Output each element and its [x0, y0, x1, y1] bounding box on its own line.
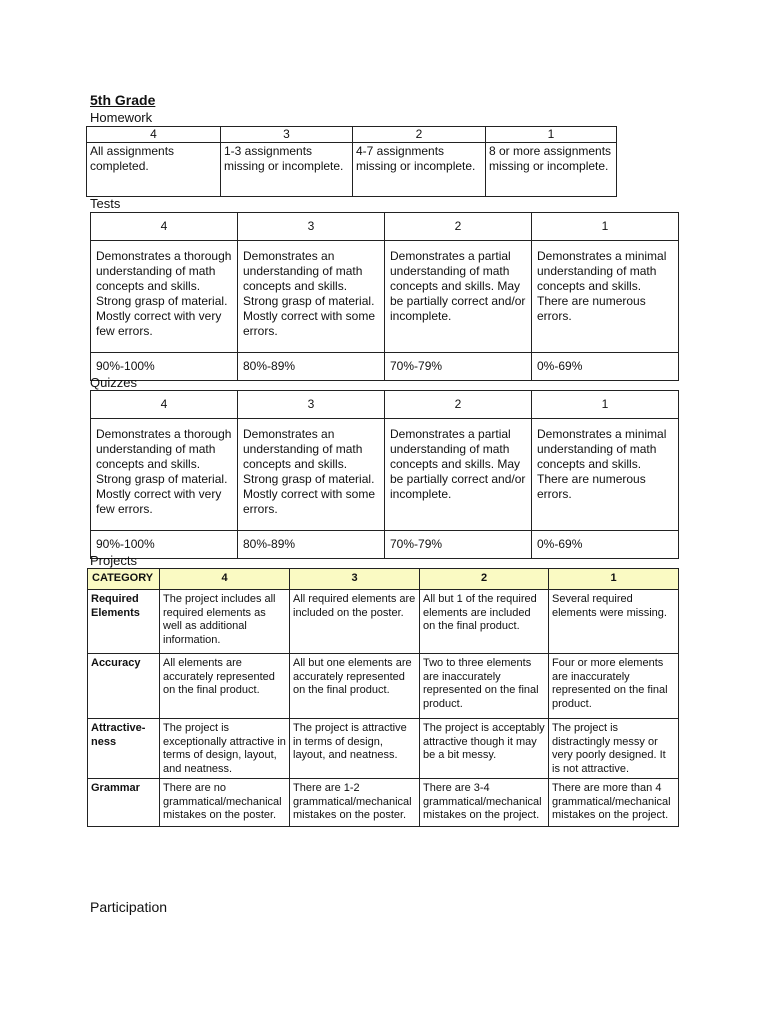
projects-header-cell: CATEGORY — [88, 569, 160, 590]
quizzes-description-row — [91, 419, 679, 531]
projects-cell: There are 1-2 grammatical/mechanical mistakes on the poster. — [290, 779, 420, 827]
tests-label: Tests — [90, 196, 121, 211]
quizzes-percentage-cell: 70%-79% — [385, 531, 532, 559]
projects-cell: All elements are accurately represented on the final product. — [160, 654, 290, 719]
tests-description-row — [91, 241, 679, 353]
projects-category-cell: Required Elements — [88, 590, 160, 654]
homework-table — [86, 126, 617, 197]
homework-cell: All assignments completed. — [87, 143, 221, 197]
projects-header-cell: 1 — [549, 569, 679, 590]
projects-table — [87, 568, 679, 827]
projects-row — [88, 719, 679, 779]
tests-percentage-cell: 70%-79% — [385, 353, 532, 381]
projects-cell: There are more than 4 grammatical/mechanical mistakes on the project. — [549, 779, 679, 827]
projects-cell: There are 3-4 grammatical/mechanical mistakes on the project. — [420, 779, 549, 827]
tests-header-cell: 4 — [91, 213, 238, 241]
tests-description-cell: Demonstrates a partial understanding of math concepts and skills. May be partially correct and/or incomplete. — [385, 241, 532, 353]
quizzes-percentage-row — [91, 531, 679, 559]
homework-label: Homework — [90, 110, 153, 125]
participation-label: Participation — [90, 899, 168, 915]
projects-category-cell: Grammar — [88, 779, 160, 827]
tests-description-cell: Demonstrates a thorough understanding of math concepts and skills. Strong grasp of material. Mostly correct with very few errors. — [91, 241, 238, 353]
page-title: 5th Grade — [90, 92, 156, 108]
projects-cell: All required elements are included on the poster. — [290, 590, 420, 654]
projects-label: Projects — [90, 553, 137, 568]
homework-cell: 8 or more assignments missing or incomplete. — [486, 143, 617, 197]
quizzes-header-cell: 2 — [385, 391, 532, 419]
quizzes-header-cell: 4 — [91, 391, 238, 419]
projects-cell: All but one elements are accurately represented on the final product. — [290, 654, 420, 719]
homework-header-row — [87, 127, 617, 143]
tests-description-cell: Demonstrates an understanding of math concepts and skills. Strong grasp of material. Mostly correct with some errors. — [238, 241, 385, 353]
projects-row — [88, 590, 679, 654]
projects-cell: The project includes all required elements as well as additional information. — [160, 590, 290, 654]
quizzes-description-cell: Demonstrates a partial understanding of math concepts and skills. May be partially correct and/or incomplete. — [385, 419, 532, 531]
quizzes-description-cell: Demonstrates a thorough understanding of math concepts and skills. Strong grasp of material. Mostly correct with very few errors. — [91, 419, 238, 531]
projects-header-row — [88, 569, 679, 590]
projects-cell: The project is exceptionally attractive in terms of design, layout, and neatness. — [160, 719, 290, 779]
tests-percentage-cell: 90%-100% — [91, 353, 238, 381]
quizzes-table — [90, 390, 679, 559]
projects-cell: The project is attractive in terms of design, layout, and neatness. — [290, 719, 420, 779]
quizzes-header-cell: 1 — [532, 391, 679, 419]
homework-header-cell: 2 — [353, 127, 486, 143]
tests-header-cell: 1 — [532, 213, 679, 241]
tests-percentage-row — [91, 353, 679, 381]
quizzes-header-row — [91, 391, 679, 419]
projects-cell: Four or more elements are inaccurately represented on the final product. — [549, 654, 679, 719]
homework-cell: 1-3 assignments missing or incomplete. — [221, 143, 353, 197]
projects-header-cell: 4 — [160, 569, 290, 590]
tests-header-row — [91, 213, 679, 241]
tests-percentage-cell: 0%-69% — [532, 353, 679, 381]
tests-percentage-cell: 80%-89% — [238, 353, 385, 381]
projects-header-cell: 3 — [290, 569, 420, 590]
projects-cell: The project is acceptably attractive though it may be a bit messy. — [420, 719, 549, 779]
projects-category-cell: Attractive-ness — [88, 719, 160, 779]
projects-header-cell: 2 — [420, 569, 549, 590]
projects-row — [88, 779, 679, 827]
quizzes-percentage-cell: 80%-89% — [238, 531, 385, 559]
tests-description-cell: Demonstrates a minimal understanding of math concepts and skills. There are numerous errors. — [532, 241, 679, 353]
tests-header-cell: 2 — [385, 213, 532, 241]
homework-header-cell: 1 — [486, 127, 617, 143]
quizzes-description-cell: Demonstrates a minimal understanding of math concepts and skills. There are numerous errors. — [532, 419, 679, 531]
homework-header-cell: 4 — [87, 127, 221, 143]
quizzes-header-cell: 3 — [238, 391, 385, 419]
homework-row — [87, 143, 617, 197]
quizzes-description-cell: Demonstrates an understanding of math concepts and skills. Strong grasp of material. Mostly correct with some errors. — [238, 419, 385, 531]
projects-cell: Two to three elements are inaccurately represented on the final product. — [420, 654, 549, 719]
homework-cell: 4-7 assignments missing or incomplete. — [353, 143, 486, 197]
quizzes-percentage-cell: 0%-69% — [532, 531, 679, 559]
tests-header-cell: 3 — [238, 213, 385, 241]
tests-table — [90, 212, 679, 381]
quizzes-percentage-cell: 90%-100% — [91, 531, 238, 559]
projects-cell: There are no grammatical/mechanical mistakes on the poster. — [160, 779, 290, 827]
projects-row — [88, 654, 679, 719]
quizzes-label: Quizzes — [90, 375, 137, 390]
projects-cell: Several required elements were missing. — [549, 590, 679, 654]
homework-header-cell: 3 — [221, 127, 353, 143]
projects-cell: All but 1 of the required elements are included on the final product. — [420, 590, 549, 654]
projects-category-cell: Accuracy — [88, 654, 160, 719]
projects-cell: The project is distractingly messy or very poorly designed. It is not attractive. — [549, 719, 679, 779]
